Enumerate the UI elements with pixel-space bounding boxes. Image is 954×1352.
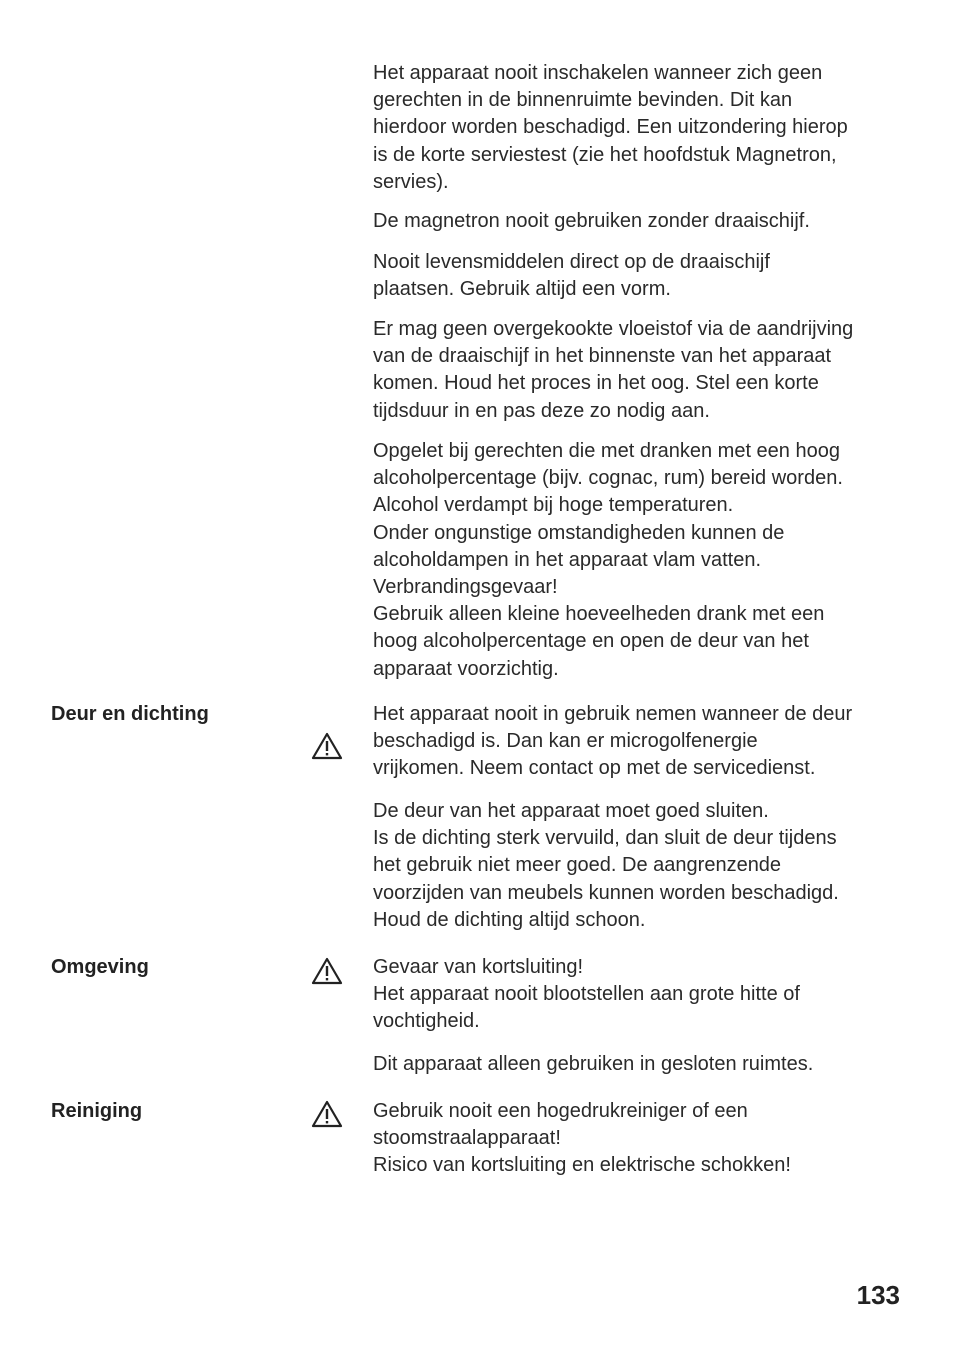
text-line: Gebruik alleen kleine hoeveelheden drank met een [373, 603, 825, 626]
text-line: vrijkomen. Neem contact op met de servicedienst. [373, 757, 816, 780]
text-line: Is de dichting sterk vervuild, dan sluit de deur tijdens [373, 827, 837, 850]
text-line: Verbrandingsgevaar! [373, 576, 558, 599]
text-line: De magnetron nooit gebruiken zonder draaischijf. [373, 210, 810, 232]
text-line: Nooit levensmiddelen direct op de draaischijf [373, 251, 770, 273]
text-line: is de korte serviestest (zie het hoofdstuk Magnetron, [373, 143, 837, 166]
intro-paragraph-5 [373, 438, 913, 683]
text-line: hoog alcoholpercentage en open de deur van het [373, 630, 809, 653]
cleaning-paragraph-1 [373, 1098, 913, 1180]
text-line: plaatsen. Gebruik altijd een vorm. [373, 278, 671, 301]
text-line: Het apparaat nooit in gebruik nemen wanneer de deur [373, 703, 853, 725]
text-line: apparaat voorzichtig. [373, 657, 559, 680]
intro-paragraph-4 [373, 316, 913, 425]
text-line: stoomstraalapparaat! [373, 1127, 561, 1150]
text-line: alcoholpercentage (bijv. cognac, rum) bereid worden. [373, 467, 843, 490]
warning-triangle-icon [311, 732, 343, 760]
intro-paragraph-3 [373, 249, 913, 303]
text-line: Er mag geen overgekookte vloeistof via de aandrijving [373, 318, 854, 340]
text-line: gerechten in de binnenruimte bevinden. Dit kan [373, 89, 793, 112]
environment-paragraph-1 [373, 954, 913, 1036]
text-line: het gebruik niet meer goed. De aangrenzende [373, 854, 782, 877]
warning-triangle-icon [311, 1100, 343, 1128]
text-line: tijdsduur in en pas deze zo nodig aan. [373, 399, 710, 422]
text-line: van de draaischijf in het binnenste van het apparaat [373, 345, 832, 368]
text-line: Opgelet bij gerechten die met dranken met een hoog [373, 440, 840, 462]
section-heading-door: Deur en dichting [51, 703, 209, 725]
text-line: Gebruik nooit een hogedrukreiniger of een [373, 1100, 748, 1122]
text-line: Dit apparaat alleen gebruiken in gesloten ruimtes. [373, 1053, 814, 1075]
warning-triangle-icon [311, 957, 343, 985]
page-number: 133 [856, 1280, 900, 1310]
section-heading-cleaning: Reiniging [51, 1100, 143, 1122]
text-line: Het apparaat nooit blootstellen aan grote hitte of [373, 983, 800, 1006]
text-line: Houd de dichting altijd schoon. [373, 908, 646, 931]
text-line: servies). [373, 170, 449, 193]
text-line: komen. Houd het proces in het oog. Stel een korte [373, 372, 819, 395]
text-line: Risico van kortsluiting en elektrische schokken! [373, 1154, 791, 1177]
door-paragraph-2 [373, 798, 913, 934]
text-line: hierdoor worden beschadigd. Een uitzondering hierop [373, 116, 848, 139]
text-line: voorzijden van meubels kunnen worden beschadigd. [373, 881, 839, 904]
environment-paragraph-2 [373, 1051, 913, 1078]
text-line: Gevaar van kortsluiting! [373, 956, 584, 978]
intro-paragraph-2 [373, 208, 913, 235]
text-line: vochtigheid. [373, 1010, 480, 1033]
text-line: beschadigd is. Dan kan er microgolfenergie [373, 730, 758, 753]
text-line: Het apparaat nooit inschakelen wanneer zich geen [373, 62, 823, 84]
door-paragraph-1 [373, 701, 913, 783]
text-line: De deur van het apparaat moet goed sluiten. [373, 800, 769, 822]
text-line: Onder ongunstige omstandigheden kunnen de [373, 521, 785, 544]
text-line: Alcohol verdampt bij hoge temperaturen. [373, 494, 734, 517]
text-line: alcoholdampen in het apparaat vlam vatten. [373, 548, 762, 571]
intro-paragraph-1 [373, 60, 913, 196]
section-heading-environment: Omgeving [51, 956, 149, 978]
